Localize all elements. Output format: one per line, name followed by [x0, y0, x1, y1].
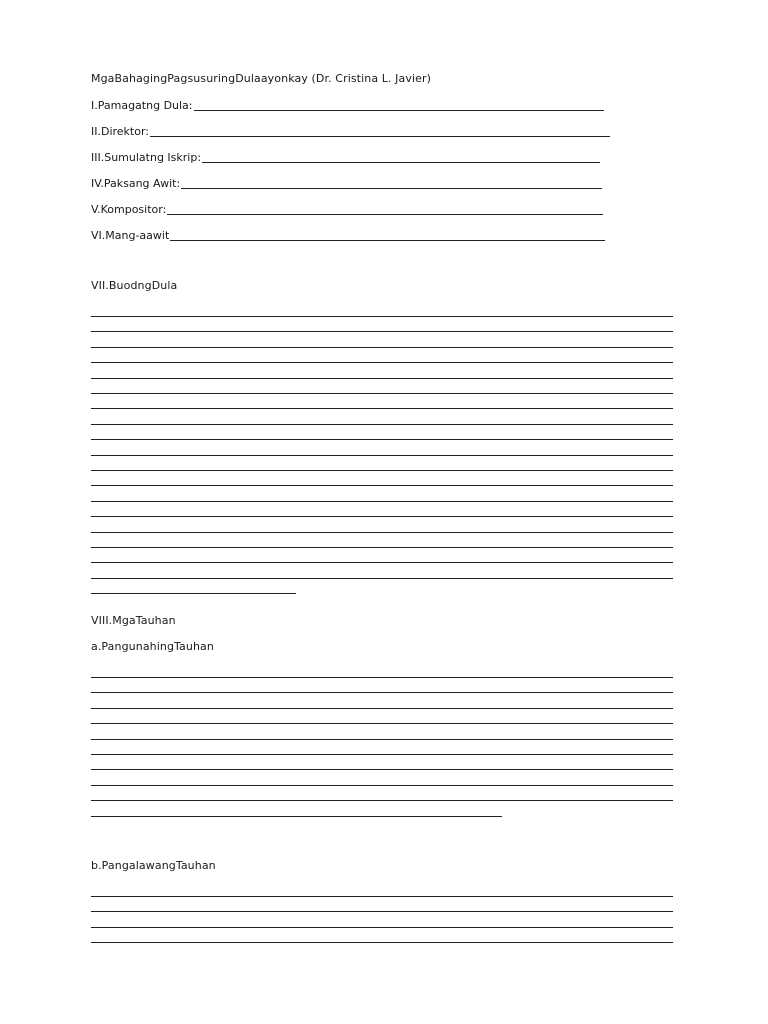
writing-line[interactable] — [91, 501, 673, 502]
writing-line[interactable] — [91, 927, 673, 928]
writing-line[interactable] — [91, 708, 673, 709]
field-pamagat[interactable] — [91, 99, 604, 113]
writing-line[interactable] — [91, 896, 673, 897]
writing-line[interactable] — [91, 942, 673, 943]
writing-line[interactable] — [91, 769, 673, 770]
field-direktor-label: II.Direktor: — [91, 125, 150, 138]
field-mang-aawit-label: VI.Mang-aawit — [91, 229, 170, 242]
field-sumulat-label: III.Sumulatng Iskrip: — [91, 151, 202, 164]
field-kompositor-label: V.Kompositor: — [91, 203, 167, 216]
field-kompositor[interactable] — [91, 203, 603, 217]
writing-line[interactable] — [91, 316, 673, 317]
writing-line[interactable] — [91, 785, 673, 786]
writing-line[interactable] — [91, 911, 673, 912]
field-mang-aawit-blank[interactable] — [170, 230, 605, 241]
field-sumulat-blank[interactable] — [202, 152, 600, 163]
document-title: MgaBahagingPagsusuringDulaayonkay (Dr. Cristina L. Javier) — [91, 72, 432, 85]
writing-line[interactable] — [91, 378, 673, 379]
writing-line[interactable] — [91, 547, 673, 548]
writing-line[interactable] — [91, 485, 673, 486]
writing-line[interactable] — [91, 692, 673, 693]
writing-line[interactable] — [91, 470, 673, 471]
writing-line[interactable] — [91, 393, 673, 394]
writing-line[interactable] — [91, 516, 673, 517]
writing-line[interactable] — [91, 439, 673, 440]
subsection-heading-pangunahing: a.PangunahingTauhan — [91, 640, 214, 653]
writing-line[interactable] — [91, 362, 673, 363]
field-mang-aawit[interactable] — [91, 229, 605, 243]
writing-line[interactable] — [91, 408, 673, 409]
writing-line[interactable] — [91, 739, 673, 740]
field-pamagat-blank[interactable] — [194, 100, 604, 111]
field-sumulat[interactable] — [91, 151, 600, 165]
field-direktor[interactable] — [91, 125, 610, 139]
section-heading-buod: VII.BuodngDula — [91, 279, 178, 292]
writing-line[interactable] — [91, 593, 296, 594]
field-direktor-blank[interactable] — [150, 126, 610, 137]
writing-line[interactable] — [91, 723, 673, 724]
section-heading-tauhan: VIII.MgaTauhan — [91, 614, 176, 627]
writing-line[interactable] — [91, 816, 502, 817]
field-paksang-awit-blank[interactable] — [181, 178, 602, 189]
writing-line[interactable] — [91, 532, 673, 533]
writing-line[interactable] — [91, 578, 673, 579]
field-pamagat-label: I.Pamagatng Dula: — [91, 99, 193, 112]
writing-line[interactable] — [91, 347, 673, 348]
writing-line[interactable] — [91, 677, 673, 678]
writing-line[interactable] — [91, 331, 673, 332]
writing-line[interactable] — [91, 455, 673, 456]
writing-line[interactable] — [91, 800, 673, 801]
field-paksang-awit[interactable] — [91, 177, 602, 191]
field-paksang-awit-label: IV.Paksang Awit: — [91, 177, 181, 190]
field-kompositor-blank[interactable] — [167, 204, 603, 215]
writing-line[interactable] — [91, 754, 673, 755]
subsection-heading-pangalawang: b.PangalawangTauhan — [91, 859, 216, 872]
writing-line[interactable] — [91, 562, 673, 563]
writing-line[interactable] — [91, 424, 673, 425]
